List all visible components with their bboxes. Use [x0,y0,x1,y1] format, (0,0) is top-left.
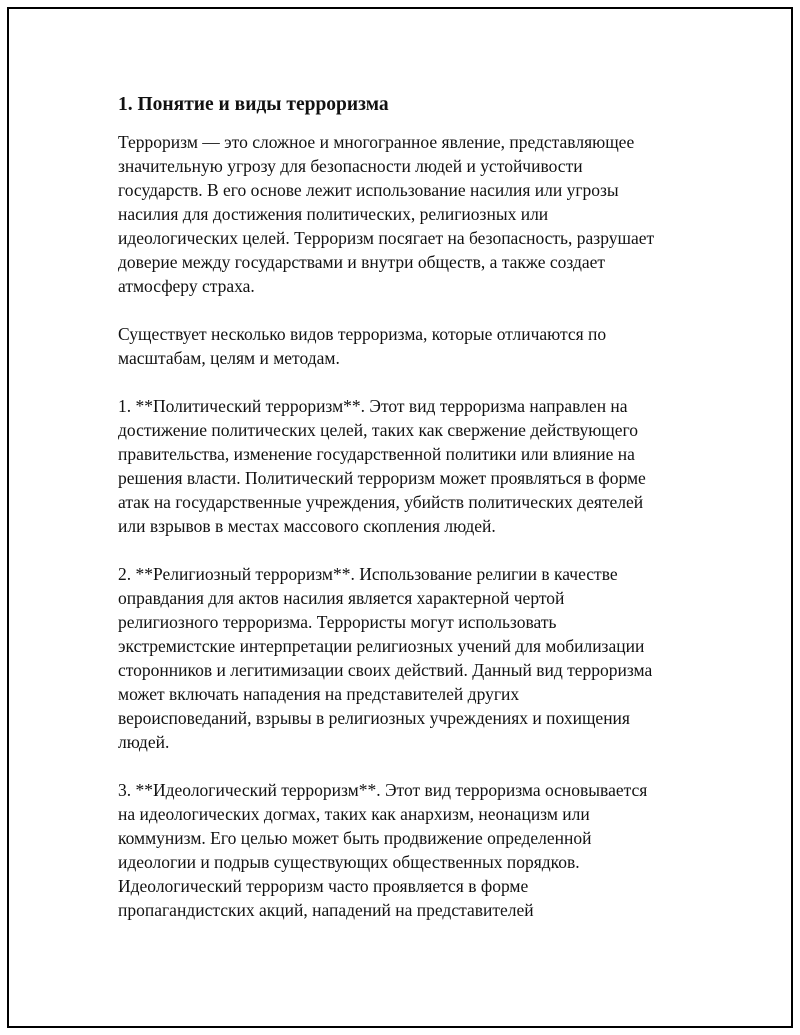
text-line: правительства, изменение государственной политики или влияние на [118,444,635,464]
text-line: атмосферу страха. [118,276,255,296]
text-line: может включать нападения на представителей других [118,684,520,704]
text-line: 1. **Политический терроризм**. Этот вид терроризма направлен на [118,396,628,416]
text-line: масштабам, целям и методам. [118,348,340,368]
text-line: 2. **Религиозный терроризм**. Использование религии в качестве [118,564,618,584]
text-line: на идеологических догмах, таких как анархизм, неонацизм или [118,804,590,824]
paragraph-political-terrorism [118,394,698,538]
text-line: людей. [118,732,170,752]
text-line: насилия для достижения политических, религиозных или [118,204,549,224]
text-line: экстремистские интерпретации религиозных учений для мобилизации [118,636,645,656]
text-line: пропагандистских акций, нападений на представителей [118,900,534,920]
section-heading: 1. Понятие и виды терроризма [118,94,389,115]
text-line: Терроризм — это сложное и многогранное явление, представляющее [118,132,635,152]
text-line: Существует несколько видов терроризма, которые отличаются по [118,324,607,344]
document-body [118,92,698,946]
text-line: Идеологический терроризм часто проявляется в форме [118,876,529,896]
text-line: оправдания для актов насилия является характерной чертой [118,588,565,608]
text-line: решения власти. Политический терроризм может проявляться в форме [118,468,646,488]
text-line: 3. **Идеологический терроризм**. Этот вид терроризма основывается [118,780,648,800]
text-line: государств. В его основе лежит использование насилия или угрозы [118,180,619,200]
text-line: религиозного терроризма. Террористы могут использовать [118,612,557,632]
text-line: сторонников и легитимизации своих действий. Данный вид терроризма [118,660,653,680]
text-line: идеологических целей. Терроризм посягает на безопасность, разрушает [118,228,655,248]
text-line: идеологии и подрыв существующих общественных порядков. [118,852,580,872]
paragraph-religious-terrorism [118,562,698,754]
paragraph-intro [118,130,698,298]
text-line: коммунизм. Его целью может быть продвижение определенной [118,828,592,848]
text-line: вероисповеданий, взрывы в религиозных учреждениях и похищения [118,708,630,728]
paragraph-ideological-terrorism [118,778,698,922]
text-line: доверие между государствами и внутри обществ, а также создает [118,252,606,272]
text-line: или взрывов в местах массового скопления людей. [118,516,496,536]
paragraph-types-intro [118,322,698,370]
text-line: значительную угрозу для безопасности людей и устойчивости [118,156,583,176]
text-line: достижение политических целей, таких как свержение действующего [118,420,639,440]
text-line: атак на государственные учреждения, убийств политических деятелей [118,492,644,512]
